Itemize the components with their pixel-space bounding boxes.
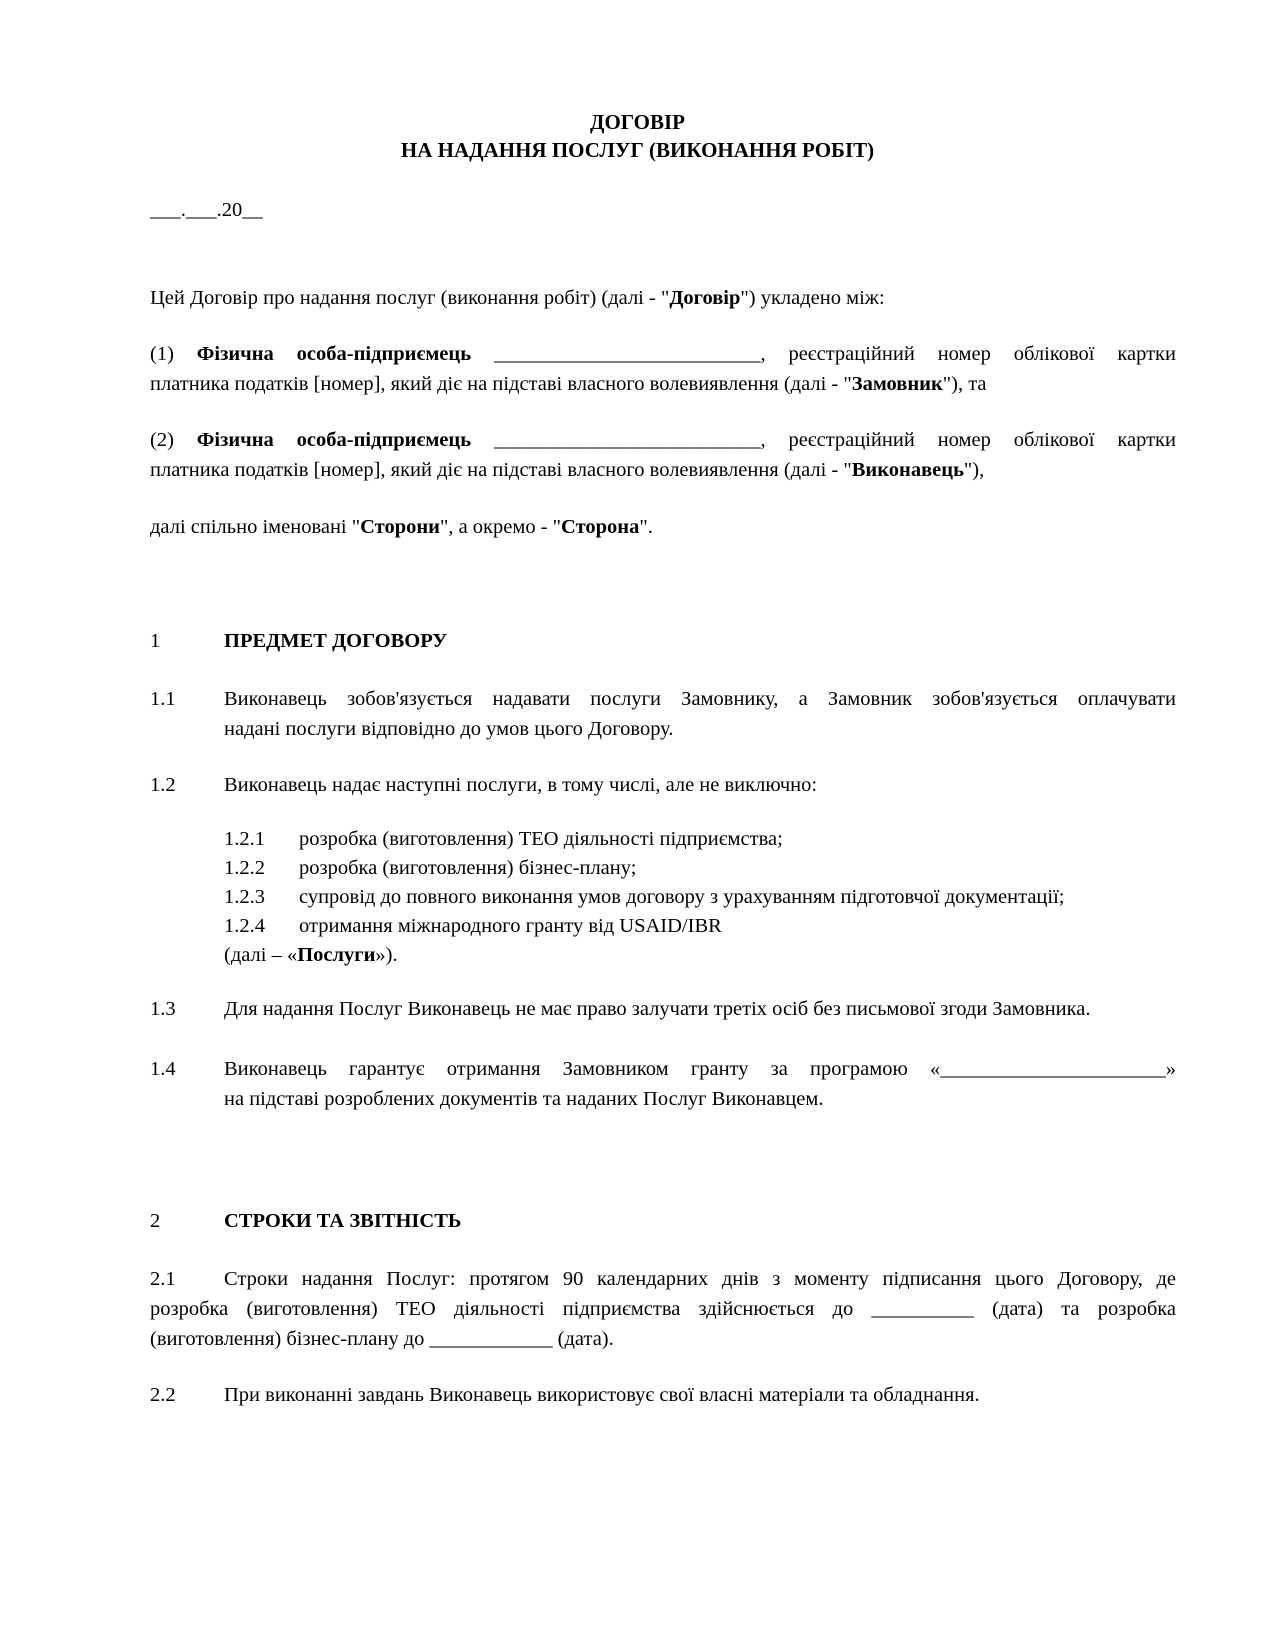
item-1-2-3-number: 1.2.3: [224, 886, 265, 908]
clause-1-2-number: 1.2: [150, 774, 176, 796]
clause-2-2-number: 2.2: [150, 1384, 176, 1406]
party-2-role: Виконавець: [851, 459, 964, 481]
party-2-prefix: (2): [150, 429, 197, 451]
item-1-2-3-text: супровід до повного виконання умов договору з урахуванням підготовчої документації;: [299, 886, 1065, 908]
parties-joint-text: далі спільно іменовані ": [150, 516, 361, 538]
item-1-2-1-number: 1.2.1: [224, 828, 265, 850]
services-definition: [224, 940, 398, 970]
clause-2-1-line-1: [150, 1264, 1176, 1294]
party-1-prefix: (1): [150, 343, 197, 365]
parties-joint-mid: ", а окремо - ": [439, 516, 562, 538]
party-1-rest: __________________________, реєстраційний номер облікової картки: [471, 343, 1176, 365]
clause-1-1-number: 1.1: [150, 688, 176, 710]
party-1-line-2-end: "), та: [942, 373, 987, 395]
parties-joint-paragraph: [150, 512, 1176, 542]
clause-1-3-number: 1.3: [150, 998, 176, 1020]
clause-1-4-text: [224, 1054, 1176, 1114]
section-2-heading: СТРОКИ ТА ЗВІТНІСТЬ: [224, 1210, 462, 1232]
parties-joint-end: ".: [639, 516, 653, 538]
section-2-number: 2: [150, 1210, 161, 1232]
item-1-2-2-number: 1.2.2: [224, 857, 265, 879]
intro-text: Цей Договір про надання послуг (виконання робіт) (далі - ": [150, 287, 670, 309]
item-1-2-4-number: 1.2.4: [224, 915, 265, 937]
party-2-rest: __________________________, реєстраційний номер облікової картки: [471, 429, 1176, 451]
services-definition-post: »).: [375, 944, 398, 966]
party-2-type: Фізична особа-підприємець: [196, 429, 472, 451]
section-1-heading: ПРЕДМЕТ ДОГОВОРУ: [224, 630, 448, 652]
clause-2-1-line-1-text: Строки надання Послуг: протягом 90 календарних днів з моменту підписання цього Договору, де: [224, 1268, 1176, 1290]
party-1-line-1: [150, 339, 1176, 369]
item-1-2-2-text: розробка (виготовлення) бізнес-плану;: [299, 857, 637, 879]
party-1-line-2-text: платника податків [номер], який діє на підставі власного волевиявлення (далі - ": [150, 373, 852, 395]
title-line-1: ДОГОВІР: [590, 110, 685, 134]
clause-1-4-line-1: Виконавець гарантує отримання Замовником гранту за програмою «______________________»: [224, 1058, 1176, 1080]
party-2-line-2-text: платника податків [номер], який діє на підставі власного волевиявлення (далі - ": [150, 459, 852, 481]
clause-2-1-line-3: (виготовлення) бізнес-плану до ____________ (дата).: [150, 1328, 614, 1350]
clause-1-4-line-2: на підставі розроблених документів та наданих Послуг Виконавцем.: [224, 1088, 824, 1110]
party-1-type: Фізична особа-підприємець: [196, 343, 472, 365]
clause-1-4-number: 1.4: [150, 1058, 176, 1080]
party-1-line-2: [150, 369, 1176, 399]
intro-defined-term: Договір: [669, 287, 741, 309]
clause-2-2-text: При виконанні завдань Виконавець використовує свої власні матеріали та обладнання.: [224, 1384, 980, 1406]
party-1-role: Замовник: [851, 373, 943, 395]
clause-1-2-text: Виконавець надає наступні послуги, в тому числі, але не виключно:: [224, 774, 818, 796]
section-1-number: 1: [150, 630, 161, 652]
party-1-paragraph: [150, 339, 1176, 399]
intro-paragraph: [150, 283, 1176, 313]
clause-1-1-text: [224, 684, 1176, 744]
party-2-line-2: [150, 455, 1176, 485]
clause-2-1-line-2: розробка (виготовлення) ТЕО діяльності підприємства здійснюється до __________ (дата) та розробка: [150, 1298, 1176, 1320]
title-line-2: НА НАДАННЯ ПОСЛУГ (ВИКОНАННЯ РОБІТ): [400, 138, 875, 162]
clause-1-3-text: Для надання Послуг Виконавець не має право залучати третіх осіб без письмової згоди Замовника.: [224, 998, 1091, 1020]
intro-text-end: ") укладено між:: [740, 287, 885, 309]
clause-1-1-line-2: надані послуги відповідно до умов цього Договору.: [224, 718, 674, 740]
contract-date: ___.___.20__: [150, 199, 263, 221]
item-1-2-1-text: розробка (виготовлення) ТЕО діяльності підприємства;: [299, 828, 783, 850]
party-2-paragraph: [150, 425, 1176, 485]
services-definition-pre: (далі – «: [224, 944, 298, 966]
clause-2-1-number: 2.1: [150, 1268, 176, 1290]
services-term: Послуги: [297, 944, 376, 966]
parties-term: Сторони: [360, 516, 440, 538]
party-2-line-1: [150, 425, 1176, 455]
party-term: Сторона: [561, 516, 640, 538]
clause-2-1: [150, 1264, 1176, 1354]
party-2-line-2-end: "),: [963, 459, 985, 481]
document-title: [0, 108, 1275, 164]
clause-1-1-line-1: Виконавець зобов'язується надавати послуги Замовнику, а Замовник зобов'язується оплачувати: [224, 688, 1176, 710]
item-1-2-4-text: отримання міжнародного гранту від USAID/IBR: [299, 915, 722, 937]
